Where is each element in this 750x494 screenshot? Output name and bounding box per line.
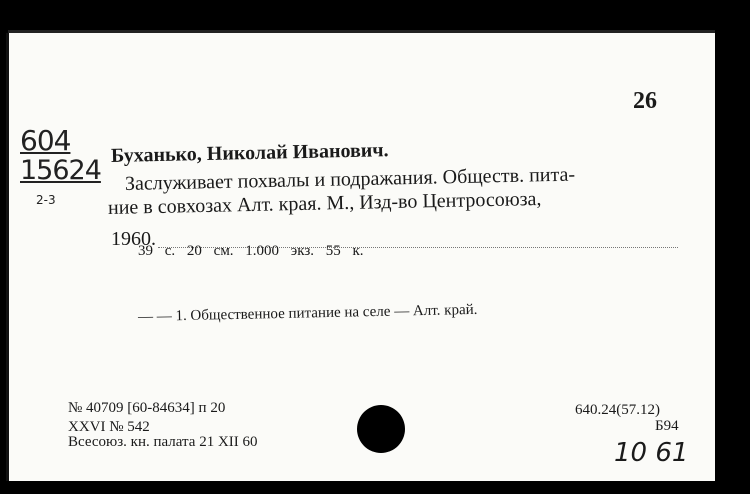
punch-hole bbox=[357, 405, 405, 453]
author-mark: Б94 bbox=[655, 418, 679, 434]
handwritten-code-3: 2-3 bbox=[36, 193, 56, 207]
title-line-1: Заслуживает похвалы и подражания. Обществ. пита- bbox=[124, 163, 576, 195]
chamber-stamp: Всесоюз. кн. палата 21 XII 60 bbox=[68, 434, 258, 450]
collation-line: 39 с. 20 см. 1.000 экз. 55 к. bbox=[138, 243, 364, 259]
classification-code: 640.24(57.12) bbox=[575, 402, 660, 418]
handwritten-date: 10 61 bbox=[614, 438, 689, 468]
subject-heading: — — 1. Общественное питание на селе — Алт. край. bbox=[137, 301, 478, 325]
registry-number: № 40709 [60-84634] п 20 bbox=[68, 400, 226, 416]
catalog-card bbox=[8, 30, 715, 481]
handwritten-code-2: 15624 bbox=[20, 155, 101, 186]
author-heading: Буханько, Николай Иванович. bbox=[110, 139, 389, 167]
title-line-2: ние в совхозах Алт. края. М., Изд-во Центросоюза, bbox=[107, 187, 542, 219]
series-number: XXVI № 542 bbox=[68, 419, 150, 435]
handwritten-code-1: 604 bbox=[20, 124, 71, 157]
publication-year: 1960. bbox=[111, 228, 156, 250]
card-number: 26 bbox=[633, 88, 657, 114]
